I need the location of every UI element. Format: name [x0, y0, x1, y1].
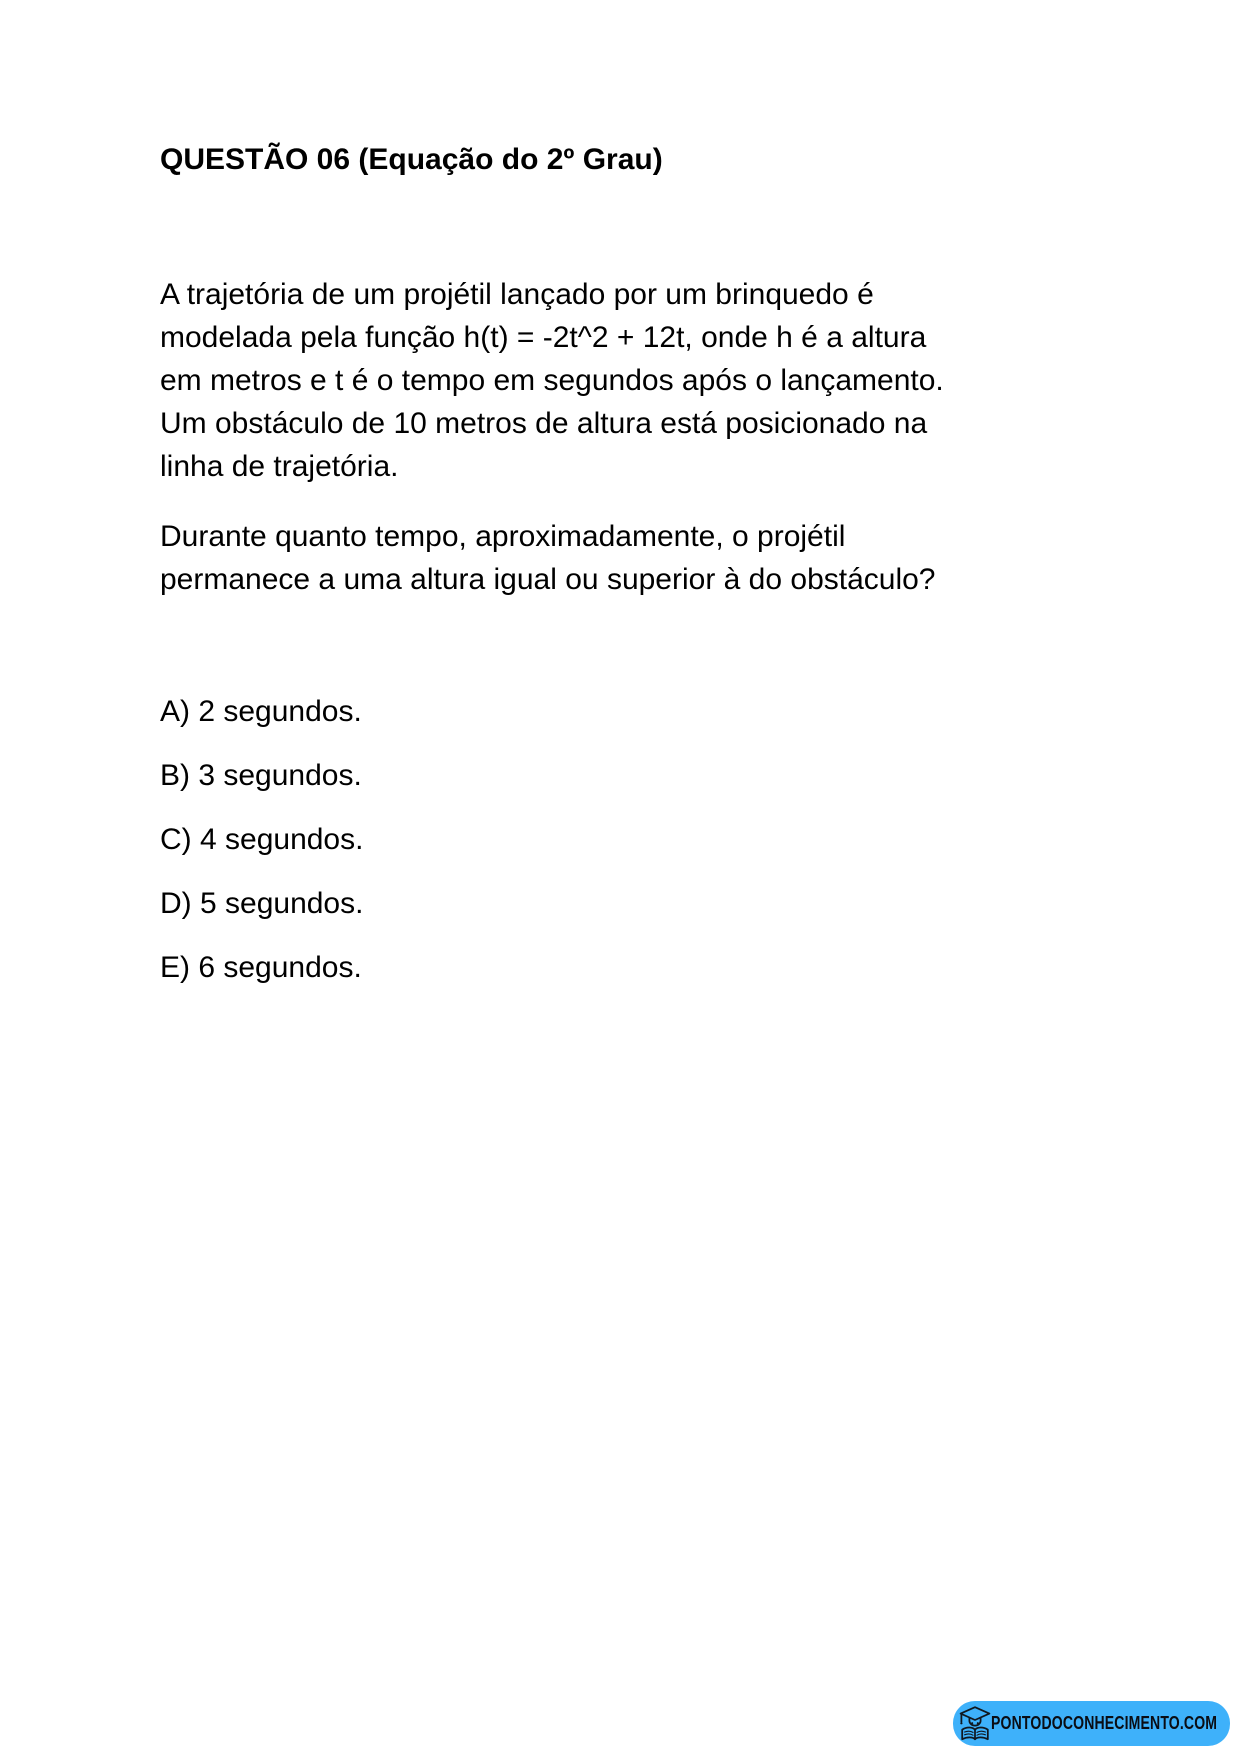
option-d: D) 5 segundos.	[160, 887, 364, 920]
site-url-label: PONTODOCONHECIMENTO.COM	[991, 1713, 1218, 1733]
question-body	[160, 273, 944, 488]
question-body-line: A trajetória de um projétil lançado por um brinquedo é	[160, 278, 874, 311]
answer-options	[160, 690, 363, 1010]
question-prompt-line: permanece a uma altura igual ou superior à do obstáculo?	[160, 563, 936, 596]
question-body-line: Um obstáculo de 10 metros de altura está posicionado na	[160, 407, 928, 440]
site-badge[interactable]	[953, 1701, 1230, 1746]
option-e: E) 6 segundos.	[160, 951, 362, 984]
option-b: B) 3 segundos.	[160, 759, 362, 792]
option-a: A) 2 segundos.	[160, 695, 362, 728]
question-body-line: em metros e t é o tempo em segundos após o lançamento.	[160, 364, 944, 397]
student-graduation-book-icon	[959, 1704, 991, 1744]
question-body-line: modelada pela função h(t) = -2t^2 + 12t, onde h é a altura	[160, 321, 927, 354]
question-body-line: linha de trajetória.	[160, 450, 399, 483]
question-prompt	[160, 515, 936, 601]
option-c: C) 4 segundos.	[160, 823, 364, 856]
question-title: QUESTÃO 06 (Equação do 2º Grau)	[160, 143, 663, 176]
question-prompt-line: Durante quanto tempo, aproximadamente, o projétil	[160, 520, 846, 553]
